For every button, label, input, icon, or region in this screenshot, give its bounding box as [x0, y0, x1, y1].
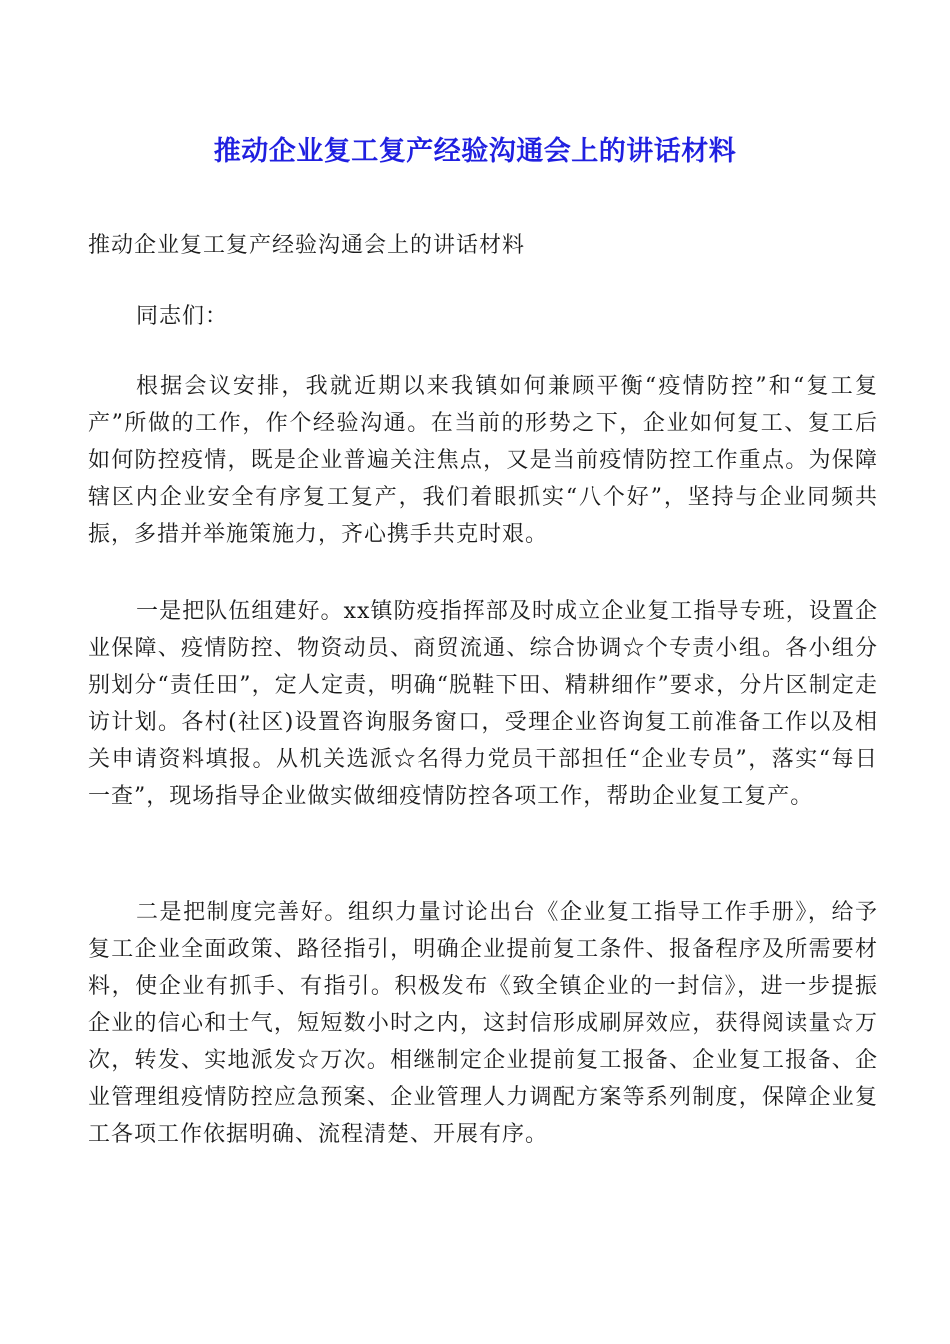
paragraph-team: 一是把队伍组建好。xx镇防疫指挥部及时成立企业复工指导专班，设置企业保障、疫情防控、物资动员、商贸流通、综合协调☆个专责小组。各小组分别划分“责任田”，定人定责，明确“脱鞋下田、精耕细作”要求，分片区制定走访计划。各村(社区)设置咨询服务窗口，受理企业咨询复工前准备工作以及相关申请资料填报。从机关选派☆名得力党员干部担任“企业专员”，落实“每日一查”，现场指导企业做实做细疫情防控各项工作，帮助企业复工复产。 — [88, 599, 878, 809]
document-subtitle: 推动企业复工复产经验沟通会上的讲话材料 — [88, 233, 526, 258]
greeting: 同志们： — [136, 304, 229, 329]
document-title: 推动企业复工复产经验沟通会上的讲话材料 — [213, 136, 737, 167]
paragraph-intro: 根据会议安排，我就近期以来我镇如何兼顾平衡“疫情防控”和“复工复产”所做的工作，作个经验沟通。在当前的形势之下，企业如何复工、复工后如何防控疫情，既是企业普遍关注焦点，又是当前疫情防控工作重点。为保障辖区内企业安全有序复工复产，我们着眼抓实“八个好”，坚持与企业同频共振，多措并举施策施力，齐心携手共克时艰。 — [88, 374, 878, 547]
paragraph-system: 二是把制度完善好。组织力量讨论出台《企业复工指导工作手册》，给予复工企业全面政策、路径指引，明确企业提前复工条件、报备程序及所需要材料，使企业有抓手、有指引。积极发布《致全镇企业的一封信》，进一步提振企业的信心和士气，短短数小时之内，这封信形成刷屏效应，获得阅读量☆万次，转发、实地派发☆万次。相继制定企业提前复工报备、企业复工报备、企业管理组疫情防控应急预案、企业管理人力调配方案等系列制度，保障企业复工各项工作依据明确、流程清楚、开展有序。 — [88, 900, 878, 1147]
